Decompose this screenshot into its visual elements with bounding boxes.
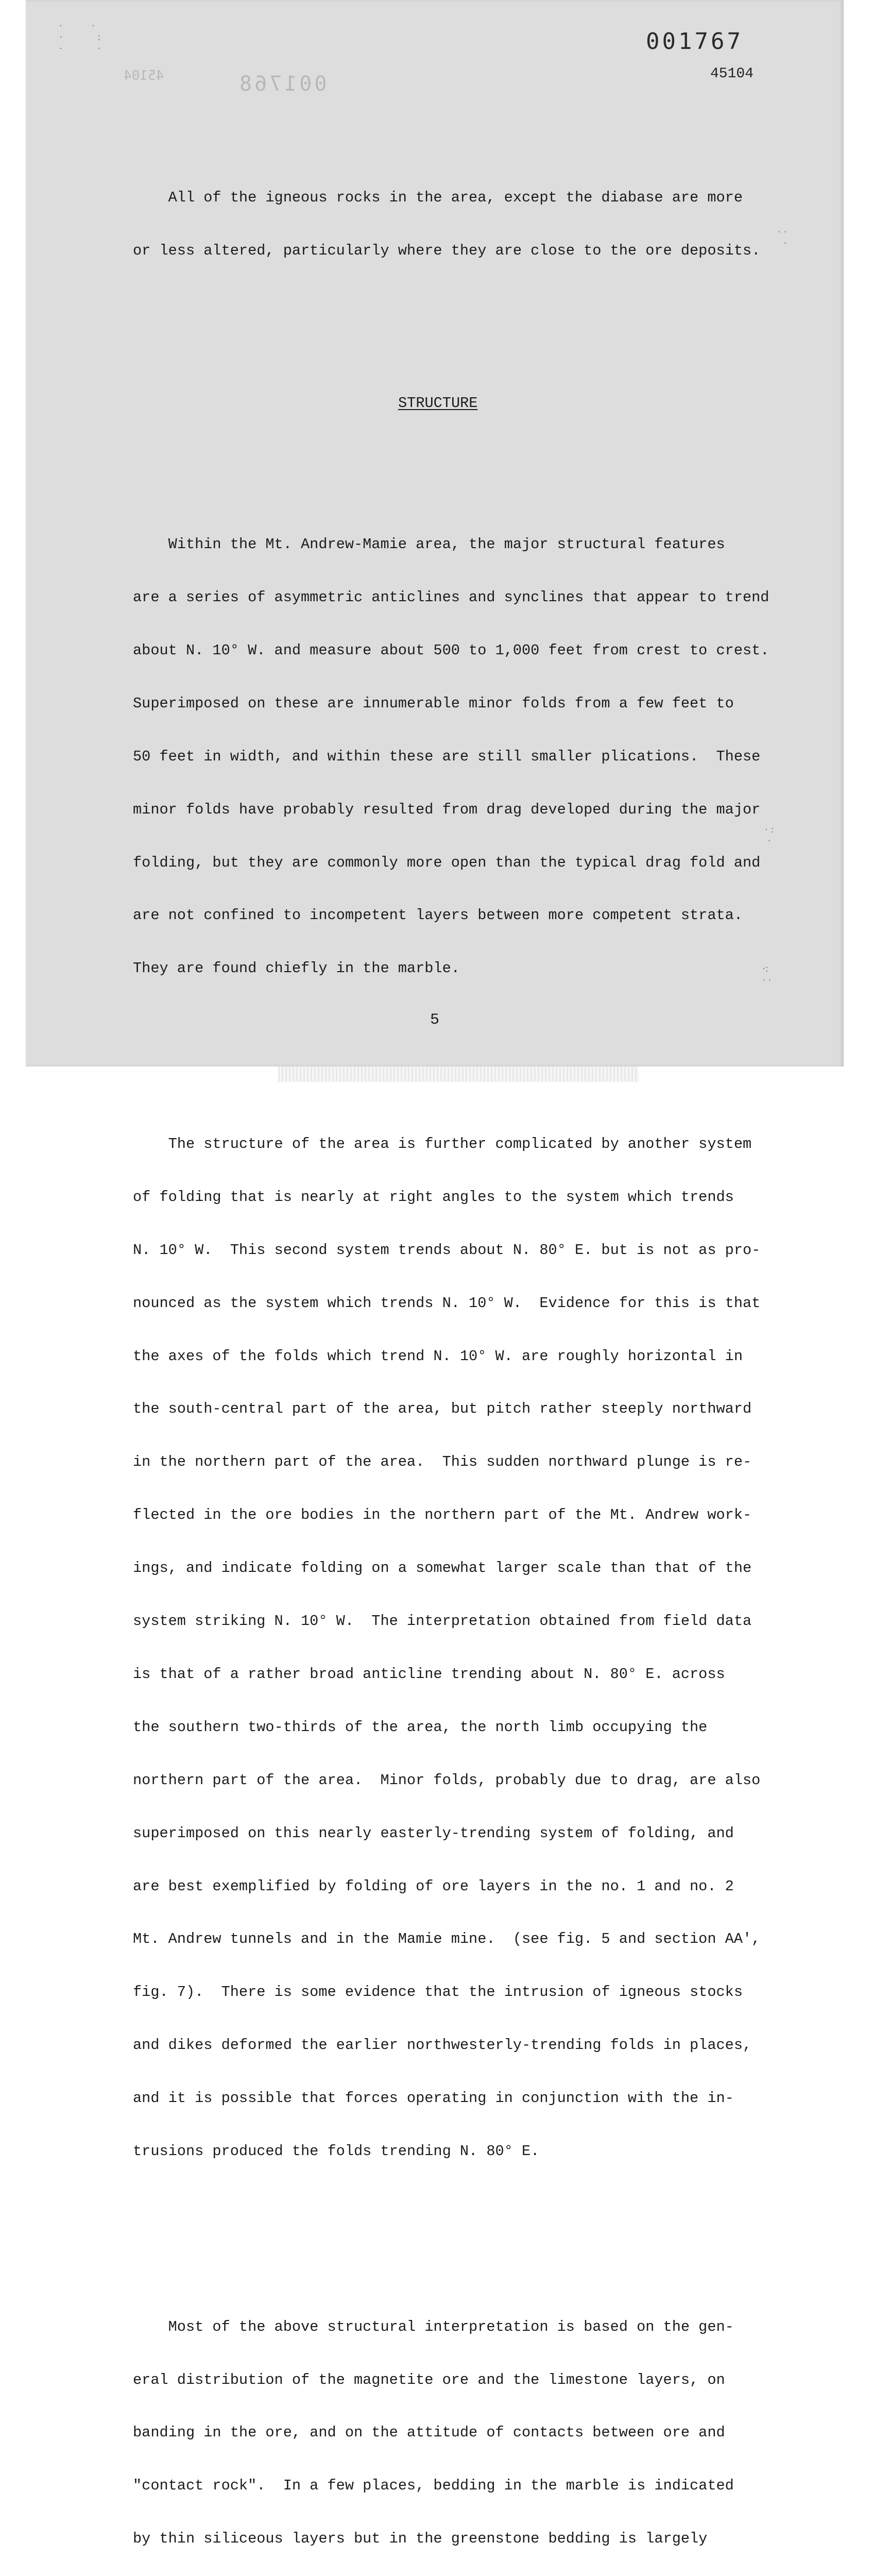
text-line: or less altered, particularly where they are close to the ore deposits.	[133, 242, 761, 260]
text-line: Most of the above structural interpretation is based on the gen-	[133, 2318, 734, 2335]
paragraph-igneous-rocks	[133, 154, 761, 295]
text-line: fig. 7). There is some evidence that the intrusion of igneous stocks	[133, 1984, 743, 2001]
text-line: "contact rock". In a few places, bedding in the marble is indicated	[133, 2477, 734, 2495]
text-line: banding in the ore, and on the attitude of contacts between ore and	[133, 2424, 725, 2442]
text-line: N. 10° W. This second system trends about N. 80° E. but is not as pro-	[133, 1241, 761, 1259]
page-number: 5	[430, 1011, 440, 1029]
paragraph-major-structure	[133, 501, 769, 1013]
text-line: eral distribution of the magnetite ore and the limestone layers, on	[133, 2371, 725, 2388]
text-line: are best exemplified by folding of ore layers in the no. 1 and no. 2	[133, 1877, 734, 1895]
spacer	[133, 448, 761, 465]
text-line: 50 feet in width, and within these are still smaller plications. These	[133, 748, 761, 765]
text-line: and it is possible that forces operating in conjunction with the in-	[133, 2090, 734, 2107]
scan-specks-right-lower: · : ·	[765, 824, 774, 846]
text-line: are not confined to incompetent layers between more competent strata.	[133, 907, 743, 924]
spacer	[133, 2231, 761, 2247]
text-line: folding, but they are commonly more open than the typical drag fold and	[133, 854, 761, 871]
section-heading-text: STRUCTURE	[398, 395, 478, 412]
spacer	[133, 1048, 761, 1065]
text-line: are a series of asymmetric anticlines and synclines that appear to trend	[133, 589, 769, 606]
text-line: and dikes deformed the earlier northwesterly-trending folds in places,	[133, 2037, 752, 2054]
text-line: Superimposed on these are innumerable minor folds from a few feet to	[133, 694, 734, 712]
text-line: the southern two-thirds of the area, the north limb occupying the	[133, 1718, 708, 1736]
text-line: about N. 10° W. and measure about 500 to 1,000 feet from crest to crest.	[133, 642, 769, 659]
text-line: of folding that is nearly at right angles to the system which trends	[133, 1188, 734, 1206]
text-line: All of the igneous rocks in the area, except the diabase are more	[133, 189, 743, 207]
text-line: is that of a rather broad anticline trending about N. 80° E. across	[133, 1665, 725, 1683]
scan-specks-top-left: · · · : · ·	[59, 21, 101, 54]
scan-specks-right-bottom: ·: · ·	[762, 963, 772, 986]
text-line: nounced as the system which trends N. 10° W. Evidence for this is that	[133, 1294, 761, 1312]
text-line: the axes of the folds which trend N. 10° W. are roughly horizontal in	[133, 1347, 743, 1365]
text-line: The structure of the area is further complicated by another system	[133, 1136, 752, 1153]
document-number: 001767	[646, 28, 743, 55]
text-line: flected in the ore bodies in the northern part of the Mt. Andrew work-	[133, 1506, 752, 1524]
text-line: superimposed on this nearly easterly-trending system of folding, and	[133, 1824, 734, 1842]
text-line: They are found chiefly in the marble.	[133, 960, 460, 977]
text-line: in the northern part of the area. This sudden northward plunge is re-	[133, 1453, 752, 1471]
text-line: ings, and indicate folding on a somewhat larger scale than that of the	[133, 1560, 752, 1577]
text-line: the south-central part of the area, but pitch rather steeply northward	[133, 1400, 752, 1418]
bleed-through-file-number: 45104	[124, 68, 164, 83]
file-number: 45104	[710, 66, 754, 82]
text-line: minor folds have probably resulted from drag developed during the major	[133, 801, 761, 818]
spacer	[133, 331, 761, 360]
bleed-through-doc-number: 001768	[237, 72, 327, 96]
text-line: northern part of the area. Minor folds, probably due to drag, are also	[133, 1771, 761, 1789]
text-line: Mt. Andrew tunnels and in the Mamie mine. (see fig. 5 and section AA',	[133, 1930, 761, 1948]
scan-specks-right: · · ·	[778, 227, 787, 249]
text-line: system striking N. 10° W. The interpretation obtained from field data	[133, 1613, 752, 1630]
text-line: by thin siliceous layers but in the greenstone bedding is largely	[133, 2530, 708, 2548]
body-text	[133, 118, 769, 2576]
text-line: Within the Mt. Andrew-Mamie area, the major structural features	[133, 536, 725, 553]
paragraph-interpretation-basis	[133, 2283, 761, 2576]
section-heading	[133, 395, 761, 412]
paragraph-second-fold-system	[133, 1100, 761, 2195]
text-line: trusions produced the folds trending N. 80° E.	[133, 2142, 540, 2160]
